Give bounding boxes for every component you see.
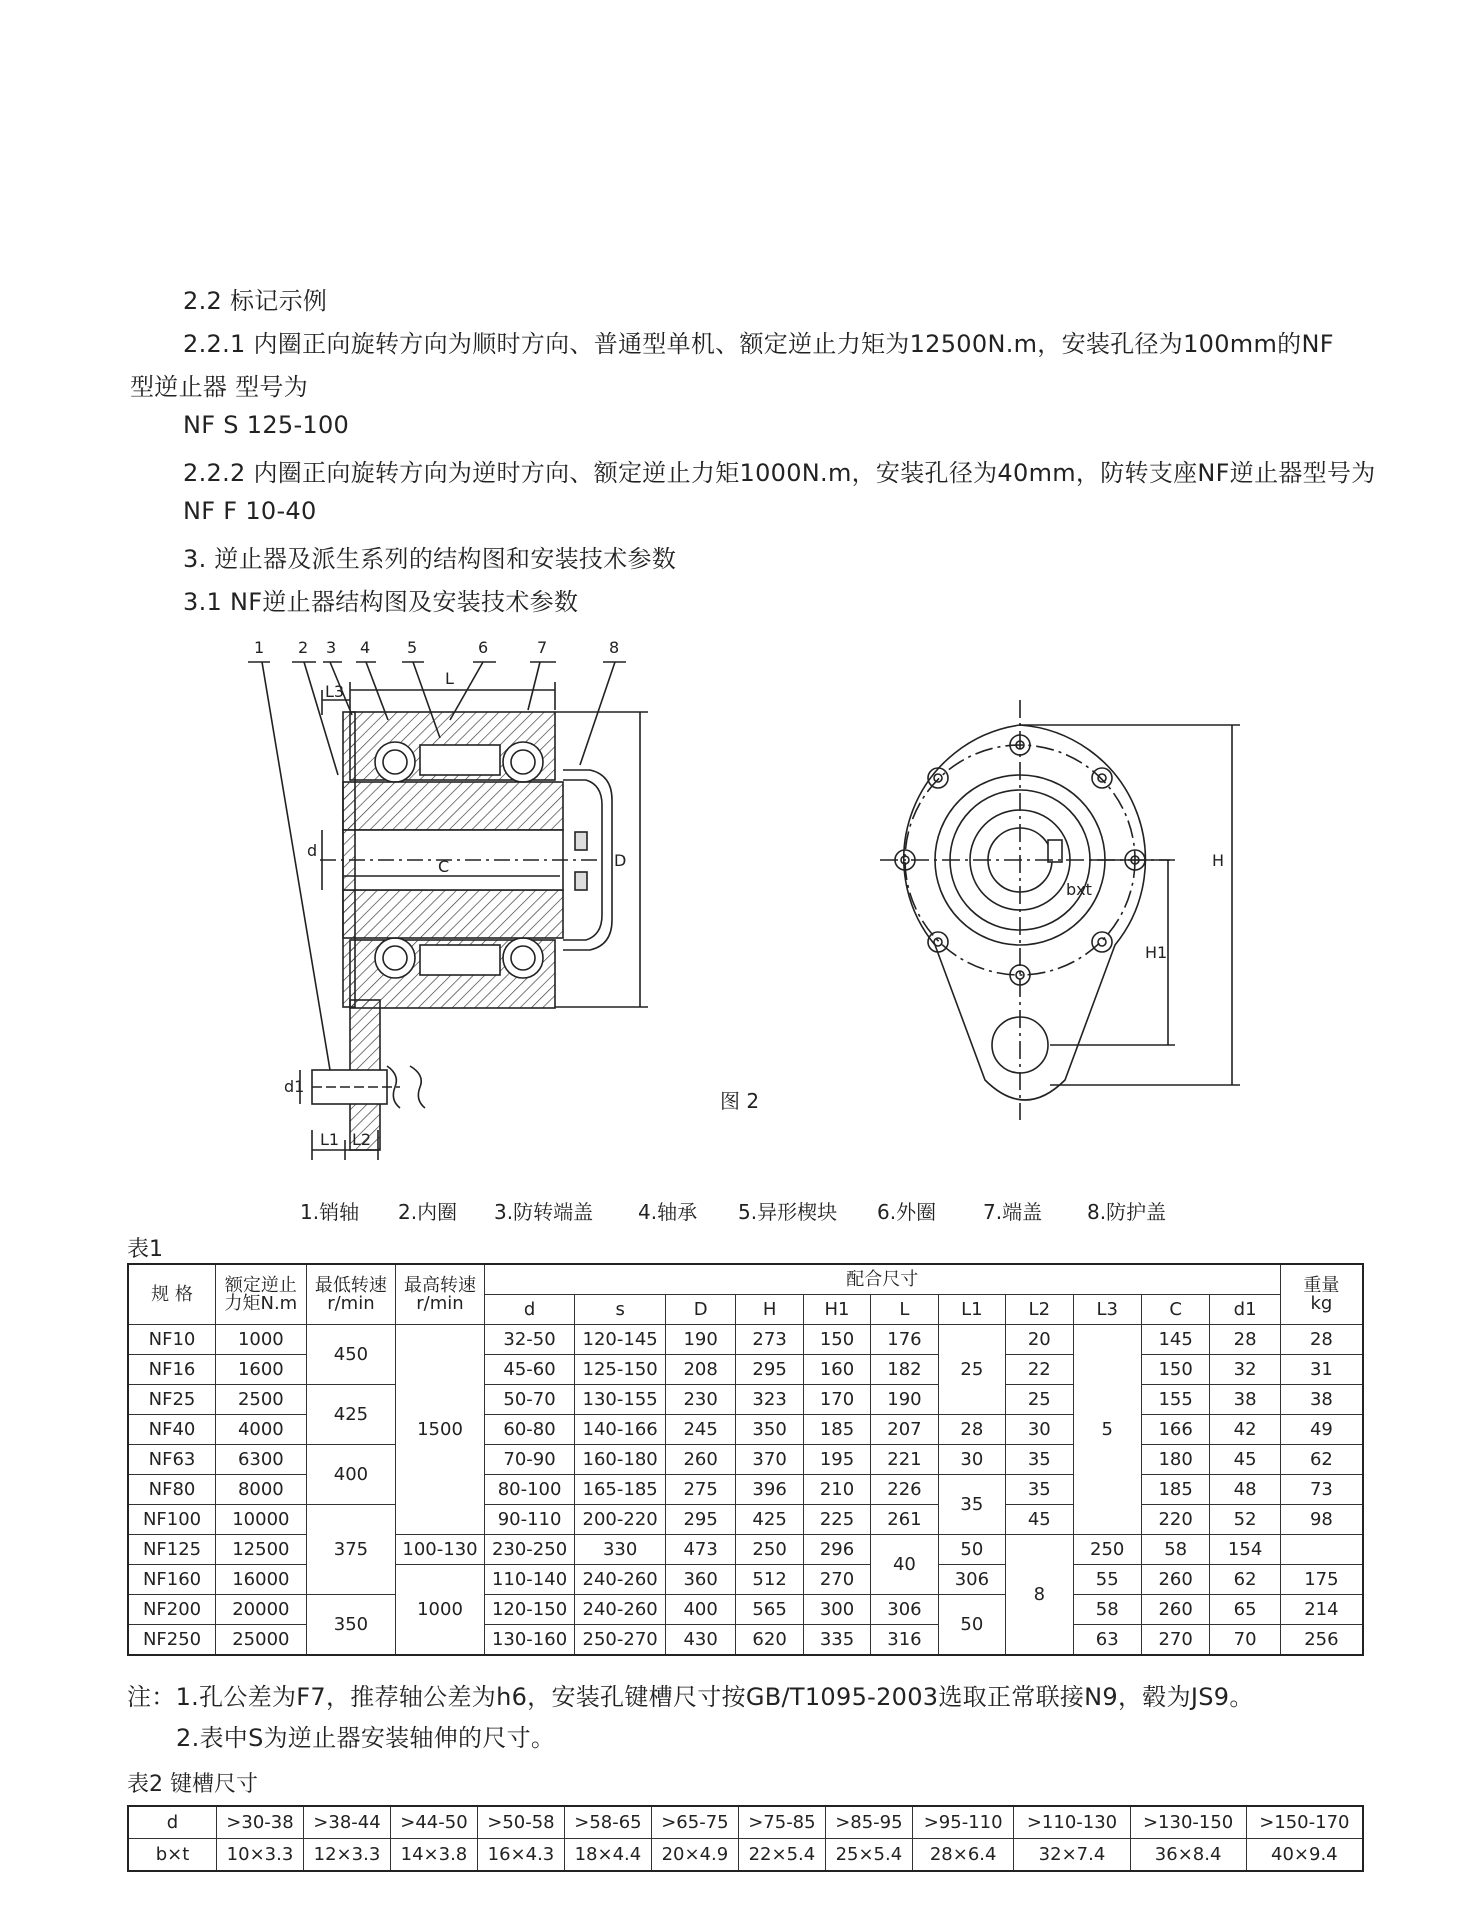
cell: 38 xyxy=(1280,1385,1363,1415)
cell: 350 xyxy=(306,1595,396,1656)
dim-H: H xyxy=(1212,851,1225,870)
keyway-d-cell: >58-65 xyxy=(564,1806,651,1839)
paragraph-2-2-2: 2.2.2 内圈正向旋转方向为逆时方向、额定逆止力矩1000N.m，安装孔径为40mm，防转支座NF逆止器型号为 xyxy=(183,459,1376,487)
table-row xyxy=(128,1839,1363,1872)
keyway-d-cell: >150-170 xyxy=(1246,1806,1363,1839)
cell: 182 xyxy=(871,1355,938,1385)
cell: 120-145 xyxy=(575,1325,666,1355)
callout-3: 3 xyxy=(326,638,337,657)
cell: 175 xyxy=(1280,1565,1363,1595)
cell: 35 xyxy=(938,1475,1005,1535)
header-min-speed: 最低转速 r/min xyxy=(306,1264,396,1325)
cell: 130-155 xyxy=(575,1385,666,1415)
dim-H1: H1 xyxy=(1145,943,1168,962)
keyway-d-cell: >95-110 xyxy=(912,1806,1014,1839)
cell: 50 xyxy=(938,1595,1005,1656)
cell: 25 xyxy=(1006,1385,1073,1415)
cell: NF200 xyxy=(128,1595,216,1625)
cell: 130-160 xyxy=(484,1625,575,1656)
cell: 512 xyxy=(736,1565,803,1595)
keyway-d-cell: >30-38 xyxy=(217,1806,304,1839)
cell: 210 xyxy=(803,1475,870,1505)
cell: 65 xyxy=(1210,1595,1280,1625)
cell: 400 xyxy=(665,1595,735,1625)
cell: 25 xyxy=(938,1325,1005,1415)
cell: 256 xyxy=(1280,1625,1363,1656)
cell: 375 xyxy=(306,1505,396,1595)
cell: 1000 xyxy=(216,1325,307,1355)
cell: 10000 xyxy=(216,1505,307,1535)
col-H: H xyxy=(736,1295,803,1325)
header-spec: 规 格 xyxy=(128,1264,216,1325)
cell: 4000 xyxy=(216,1415,307,1445)
cell: 28 xyxy=(1210,1325,1280,1355)
spec-table xyxy=(127,1263,1364,1656)
cell: 275 xyxy=(665,1475,735,1505)
keyway-d-cell: >38-44 xyxy=(303,1806,390,1839)
cell: 73 xyxy=(1280,1475,1363,1505)
cell: 450 xyxy=(306,1325,396,1385)
col-H1: H1 xyxy=(803,1295,870,1325)
cell: 8000 xyxy=(216,1475,307,1505)
cell: 30 xyxy=(1006,1415,1073,1445)
cell: 35 xyxy=(1006,1475,1073,1505)
cell: 250 xyxy=(736,1535,803,1565)
table-row xyxy=(128,1806,1363,1839)
cell: 50-70 xyxy=(484,1385,575,1415)
cell: 35 xyxy=(1006,1445,1073,1475)
cell: 250-270 xyxy=(575,1625,666,1656)
col-s: s xyxy=(575,1295,666,1325)
col-C: C xyxy=(1141,1295,1209,1325)
cell: 270 xyxy=(803,1565,870,1595)
cell: 125-150 xyxy=(575,1355,666,1385)
cell: 45 xyxy=(1006,1505,1073,1535)
cell: 226 xyxy=(871,1475,938,1505)
cell: 58 xyxy=(1073,1595,1141,1625)
cell: 40 xyxy=(871,1535,938,1595)
cell: 190 xyxy=(665,1325,735,1355)
header-max-speed: 最高转速 r/min xyxy=(396,1264,485,1325)
callout-2: 2 xyxy=(298,638,309,657)
cell: 185 xyxy=(1141,1475,1209,1505)
cell: 28 xyxy=(1280,1325,1363,1355)
cell: 42 xyxy=(1210,1415,1280,1445)
cell: 60-80 xyxy=(484,1415,575,1445)
cell: 185 xyxy=(803,1415,870,1445)
cell: 48 xyxy=(1210,1475,1280,1505)
keyway-table xyxy=(127,1805,1364,1872)
cell: 565 xyxy=(736,1595,803,1625)
cell: 70-90 xyxy=(484,1445,575,1475)
cell: 430 xyxy=(665,1625,735,1656)
cell: 55 xyxy=(1073,1565,1141,1595)
dim-C: C xyxy=(438,857,450,876)
dim-bxt: bxt xyxy=(1066,880,1092,899)
table-row xyxy=(128,1385,1363,1415)
cell: 330 xyxy=(575,1535,666,1565)
header-torque: 额定逆止 力矩N.m xyxy=(216,1264,307,1325)
cell: 221 xyxy=(871,1445,938,1475)
cell: 70 xyxy=(1210,1625,1280,1656)
cell: 260 xyxy=(665,1445,735,1475)
cell: 207 xyxy=(871,1415,938,1445)
cell: 620 xyxy=(736,1625,803,1656)
cell: 32 xyxy=(1210,1355,1280,1385)
cell: NF10 xyxy=(128,1325,216,1355)
cell: 63 xyxy=(1073,1625,1141,1656)
col-L1: L1 xyxy=(938,1295,1005,1325)
cell: 273 xyxy=(736,1325,803,1355)
cell: 49 xyxy=(1280,1415,1363,1445)
cell: 32-50 xyxy=(484,1325,575,1355)
dim-d: d xyxy=(307,841,318,860)
col-L: L xyxy=(871,1295,938,1325)
cell: 31 xyxy=(1280,1355,1363,1385)
keyway-bt-cell: 20×4.9 xyxy=(651,1839,738,1872)
cell: 180 xyxy=(1141,1445,1209,1475)
dim-L: L xyxy=(445,669,454,688)
cell: 425 xyxy=(736,1505,803,1535)
cell: 295 xyxy=(665,1505,735,1535)
keyway-bt-cell: 22×5.4 xyxy=(738,1839,825,1872)
cell: 230-250 xyxy=(484,1535,575,1565)
model-example-2: NF F 10-40 xyxy=(183,497,317,525)
cell: 370 xyxy=(736,1445,803,1475)
cell: 230 xyxy=(665,1385,735,1415)
cell: 170 xyxy=(803,1385,870,1415)
cell: 245 xyxy=(665,1415,735,1445)
cell: 260 xyxy=(1141,1565,1209,1595)
cell: 220 xyxy=(1141,1505,1209,1535)
cell: 155 xyxy=(1141,1385,1209,1415)
col-L3: L3 xyxy=(1073,1295,1141,1325)
cell: 110-140 xyxy=(484,1565,575,1595)
row-label-d: d xyxy=(128,1806,217,1839)
cell: 473 xyxy=(665,1535,735,1565)
keyway-bt-cell: 12×3.3 xyxy=(303,1839,390,1872)
cell: 5 xyxy=(1073,1325,1141,1535)
dim-L2: L2 xyxy=(352,1130,372,1149)
cell: 195 xyxy=(803,1445,870,1475)
cell: 150 xyxy=(803,1325,870,1355)
cell: NF80 xyxy=(128,1475,216,1505)
model-example-1: NF S 125-100 xyxy=(183,411,350,439)
keyway-bt-cell: 18×4.4 xyxy=(564,1839,651,1872)
cell: 316 xyxy=(871,1625,938,1656)
cell: 165-185 xyxy=(575,1475,666,1505)
cell: 296 xyxy=(803,1535,870,1565)
section-heading-2-2: 2.2 标记示例 xyxy=(183,287,328,315)
keyway-d-cell: >110-130 xyxy=(1014,1806,1130,1839)
cell: 62 xyxy=(1280,1445,1363,1475)
row-label-bxt: b×t xyxy=(128,1839,217,1872)
cell: 52 xyxy=(1210,1505,1280,1535)
table-row xyxy=(128,1595,1363,1625)
cell: 2500 xyxy=(216,1385,307,1415)
cell: 140-166 xyxy=(575,1415,666,1445)
cell: 22 xyxy=(1006,1355,1073,1385)
cell: 250 xyxy=(1073,1535,1141,1565)
cell: 45 xyxy=(1210,1445,1280,1475)
cell: 1500 xyxy=(396,1325,485,1535)
col-D: D xyxy=(665,1295,735,1325)
figure-caption: 图 2 xyxy=(720,1089,760,1113)
cell: 38 xyxy=(1210,1385,1280,1415)
cell: 176 xyxy=(871,1325,938,1355)
section-heading-3: 3. 逆止器及派生系列的结构图和安装技术参数 xyxy=(183,545,677,573)
header-weight: 重量 kg xyxy=(1280,1264,1363,1325)
cell: 261 xyxy=(871,1505,938,1535)
cell: 16000 xyxy=(216,1565,307,1595)
keyway-d-cell: >50-58 xyxy=(477,1806,564,1839)
keyway-bt-cell: 25×5.4 xyxy=(825,1839,912,1872)
cell: 154 xyxy=(1210,1535,1280,1565)
cell: NF100 xyxy=(128,1505,216,1535)
keyway-bt-cell: 14×3.8 xyxy=(390,1839,477,1872)
cell: 350 xyxy=(736,1415,803,1445)
cell: 160 xyxy=(803,1355,870,1385)
col-L2: L2 xyxy=(1006,1295,1073,1325)
table2-caption: 表2 键槽尺寸 xyxy=(127,1772,258,1797)
cell: 295 xyxy=(736,1355,803,1385)
cell: 25000 xyxy=(216,1625,307,1656)
header-fit: 配合尺寸 xyxy=(484,1264,1280,1295)
cell: NF160 xyxy=(128,1565,216,1595)
legend-item-2: 2.内圈 xyxy=(398,1200,458,1224)
cell: 240-260 xyxy=(575,1565,666,1595)
keyway-bt-cell: 16×4.3 xyxy=(477,1839,564,1872)
cell: 425 xyxy=(306,1385,396,1445)
cell: 20000 xyxy=(216,1595,307,1625)
cell: 225 xyxy=(803,1505,870,1535)
table-row xyxy=(128,1325,1363,1355)
keyway-bt-cell: 36×8.4 xyxy=(1130,1839,1246,1872)
cell: 12500 xyxy=(216,1535,307,1565)
note-2: 2.表中S为逆止器安装轴伸的尺寸。 xyxy=(176,1724,556,1752)
cell: 260 xyxy=(1141,1595,1209,1625)
cell: 1000 xyxy=(396,1565,485,1656)
dim-L1: L1 xyxy=(320,1130,340,1149)
keyway-d-cell: >44-50 xyxy=(390,1806,477,1839)
dim-d1: d1 xyxy=(284,1077,305,1096)
cell: 145 xyxy=(1141,1325,1209,1355)
paragraph-2-2-1: 2.2.1 内圈正向旋转方向为顺时方向、普通型单机、额定逆止力矩为12500N.m，安装孔径为100mm的NF xyxy=(183,330,1334,358)
cell: 323 xyxy=(736,1385,803,1415)
callout-8: 8 xyxy=(609,638,620,657)
cell: 400 xyxy=(306,1445,396,1505)
legend-item-1: 1.销轴 xyxy=(300,1200,360,1224)
cell: 160-180 xyxy=(575,1445,666,1475)
cell: 45-60 xyxy=(484,1355,575,1385)
keyway-bt-cell: 40×9.4 xyxy=(1246,1839,1363,1872)
keyway-d-cell: >65-75 xyxy=(651,1806,738,1839)
table1-caption: 表1 xyxy=(127,1237,163,1262)
cell: 90-110 xyxy=(484,1505,575,1535)
cell: 200-220 xyxy=(575,1505,666,1535)
cell: 62 xyxy=(1210,1565,1280,1595)
cell: 240-260 xyxy=(575,1595,666,1625)
keyway-bt-cell: 28×6.4 xyxy=(912,1839,1014,1872)
keyway-d-cell: >130-150 xyxy=(1130,1806,1246,1839)
keyway-bt-cell: 32×7.4 xyxy=(1014,1839,1130,1872)
cell: 190 xyxy=(871,1385,938,1415)
cell: 306 xyxy=(871,1595,938,1625)
callout-1: 1 xyxy=(254,638,265,657)
dim-D: D xyxy=(614,851,627,870)
cell: 58 xyxy=(1141,1535,1209,1565)
legend-item-3: 3.防转端盖 xyxy=(494,1200,594,1224)
cell: NF40 xyxy=(128,1415,216,1445)
cell: 80-100 xyxy=(484,1475,575,1505)
cell: 208 xyxy=(665,1355,735,1385)
callout-5: 5 xyxy=(407,638,418,657)
cell: NF250 xyxy=(128,1625,216,1656)
cell: NF63 xyxy=(128,1445,216,1475)
callout-4: 4 xyxy=(360,638,371,657)
cell: NF125 xyxy=(128,1535,216,1565)
cell: 8 xyxy=(1006,1535,1073,1656)
cell: 1600 xyxy=(216,1355,307,1385)
cell: 150 xyxy=(1141,1355,1209,1385)
keyway-d-cell: >75-85 xyxy=(738,1806,825,1839)
table-row xyxy=(128,1445,1363,1475)
cell: 166 xyxy=(1141,1415,1209,1445)
cell: 396 xyxy=(736,1475,803,1505)
cell: NF25 xyxy=(128,1385,216,1415)
legend-item-5: 5.异形楔块 xyxy=(738,1200,838,1224)
keyway-d-cell: >85-95 xyxy=(825,1806,912,1839)
dim-L3: L3 xyxy=(325,682,345,701)
legend-item-6: 6.外圈 xyxy=(877,1200,937,1224)
cell: 28 xyxy=(938,1415,1005,1445)
cell: 100-130 xyxy=(396,1535,485,1565)
cell: NF16 xyxy=(128,1355,216,1385)
cell: 270 xyxy=(1141,1625,1209,1656)
cell: 306 xyxy=(938,1565,1005,1595)
cell: 30 xyxy=(938,1445,1005,1475)
cell: 335 xyxy=(803,1625,870,1656)
col-d1: d1 xyxy=(1210,1295,1280,1325)
keyway-bt-cell: 10×3.3 xyxy=(217,1839,304,1872)
section-heading-3-1: 3.1 NF逆止器结构图及安装技术参数 xyxy=(183,588,579,616)
cell: 214 xyxy=(1280,1595,1363,1625)
cell: 20 xyxy=(1006,1325,1073,1355)
note-1: 注：1.孔公差为F7，推荐轴公差为h6，安装孔键槽尺寸按GB/T1095-2003选取正常联接N9，毂为JS9。 xyxy=(127,1683,1254,1711)
cell: 6300 xyxy=(216,1445,307,1475)
legend-item-7: 7.端盖 xyxy=(983,1200,1043,1224)
legend-item-8: 8.防护盖 xyxy=(1087,1200,1167,1224)
callout-7: 7 xyxy=(537,638,548,657)
callout-6: 6 xyxy=(478,638,489,657)
col-d: d xyxy=(484,1295,575,1325)
legend-item-4: 4.轴承 xyxy=(638,1200,698,1224)
cell: 360 xyxy=(665,1565,735,1595)
cell: 120-150 xyxy=(484,1595,575,1625)
cell: 300 xyxy=(803,1595,870,1625)
table-row xyxy=(128,1505,1363,1535)
paragraph-2-2-1-cont: 型逆止器 型号为 xyxy=(130,373,309,401)
cell: 98 xyxy=(1280,1505,1363,1535)
cell: 50 xyxy=(938,1535,1005,1565)
